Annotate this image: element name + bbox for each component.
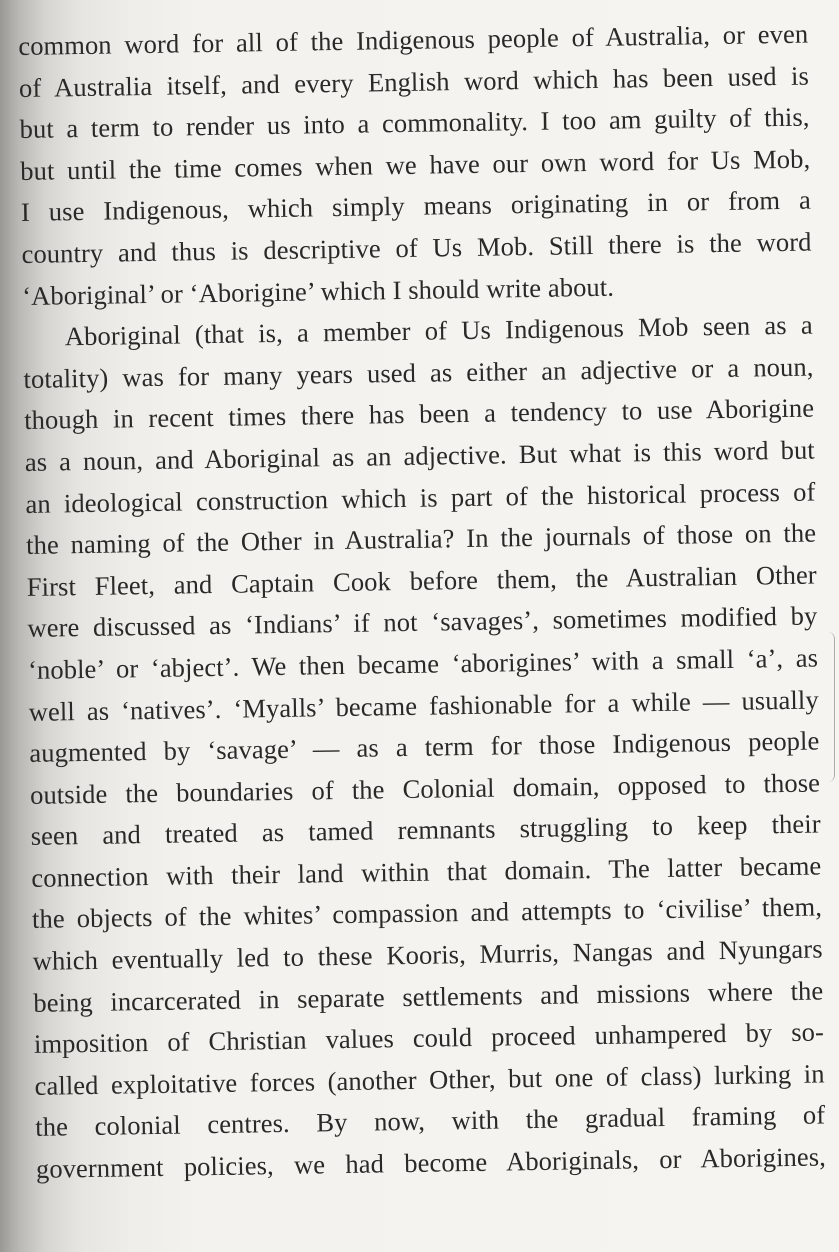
text-line: seen and treated as tamed remnants struggling to keep their — [30, 808, 821, 852]
text-line: called exploitative forces (another Other, but one of class) lurking in — [34, 1058, 825, 1101]
body-text — [18, 14, 826, 1191]
text-line: augmented by ‘savage’ — as a term for those Indigenous people — [29, 725, 820, 769]
text-line: an ideological construction which is part of the historical process of — [25, 476, 816, 519]
text-line: imposition of Christian values could proceed unhampered by so- — [33, 1016, 825, 1060]
text-line: though in recent times there has been a tendency to use Aborigine — [23, 392, 815, 436]
paragraph-first-line: Aboriginal (that is, a member of Us Indigenous Mob seen as a — [64, 309, 814, 352]
text-line: the naming of the Other in Australia? In the journals of those on the — [25, 517, 817, 561]
text-line: which eventually led to these Kooris, Murris, Nangas and Nyungars — [32, 933, 823, 976]
text-line: of Australia itself, and every English word which has been used is — [18, 60, 810, 103]
text-line: outside the boundaries of the Colonial domain, opposed to those — [29, 767, 821, 810]
text-line: First Fleet, and Captain Cook before them, the Australian Other — [26, 559, 817, 602]
text-line: but until the time comes when we have our own word for Us Mob, — [20, 143, 811, 186]
text-line: common word for all of the Indigenous people of Australia, or even — [18, 18, 809, 61]
text-line: totality) was for many years used as either an adjective or a noun, — [23, 351, 814, 394]
text-line: being incarcerated in separate settlements and missions where the — [33, 975, 824, 1018]
text-line: connection with their land within that domain. The latter became — [31, 850, 822, 893]
text-line: were discussed as ‘Indians’ if not ‘savages’, sometimes modified by — [27, 600, 818, 644]
text-line: ‘noble’ or ‘abject’. We then became ‘aborigines’ with a small ‘a’, as — [27, 642, 819, 685]
text-line: the objects of the whites’ compassion and attempts to ‘civilise’ them, — [31, 891, 823, 935]
pencil-margin-mark — [828, 632, 835, 782]
text-line: ‘Aboriginal’ or ‘Aborigine’ which I should write about. — [21, 271, 615, 311]
text-line: government policies, we had become Aboriginals, or Aborigines, — [35, 1141, 827, 1184]
text-line: as a noun, and Aboriginal as an adjective. But what is this word but — [24, 434, 815, 477]
text-line: the colonial centres. By now, with the gradual framing of — [35, 1099, 826, 1143]
text-line: well as ‘natives’. ‘Myalls’ became fashionable for a while — usually — [28, 684, 819, 727]
text-line: but a term to render us into a commonality. I too am guilty of this, — [19, 101, 810, 145]
text-line: I use Indigenous, which simply means originating in or from a — [20, 184, 812, 228]
text-line: country and thus is descriptive of Us Mob. Still there is the word — [21, 226, 812, 269]
